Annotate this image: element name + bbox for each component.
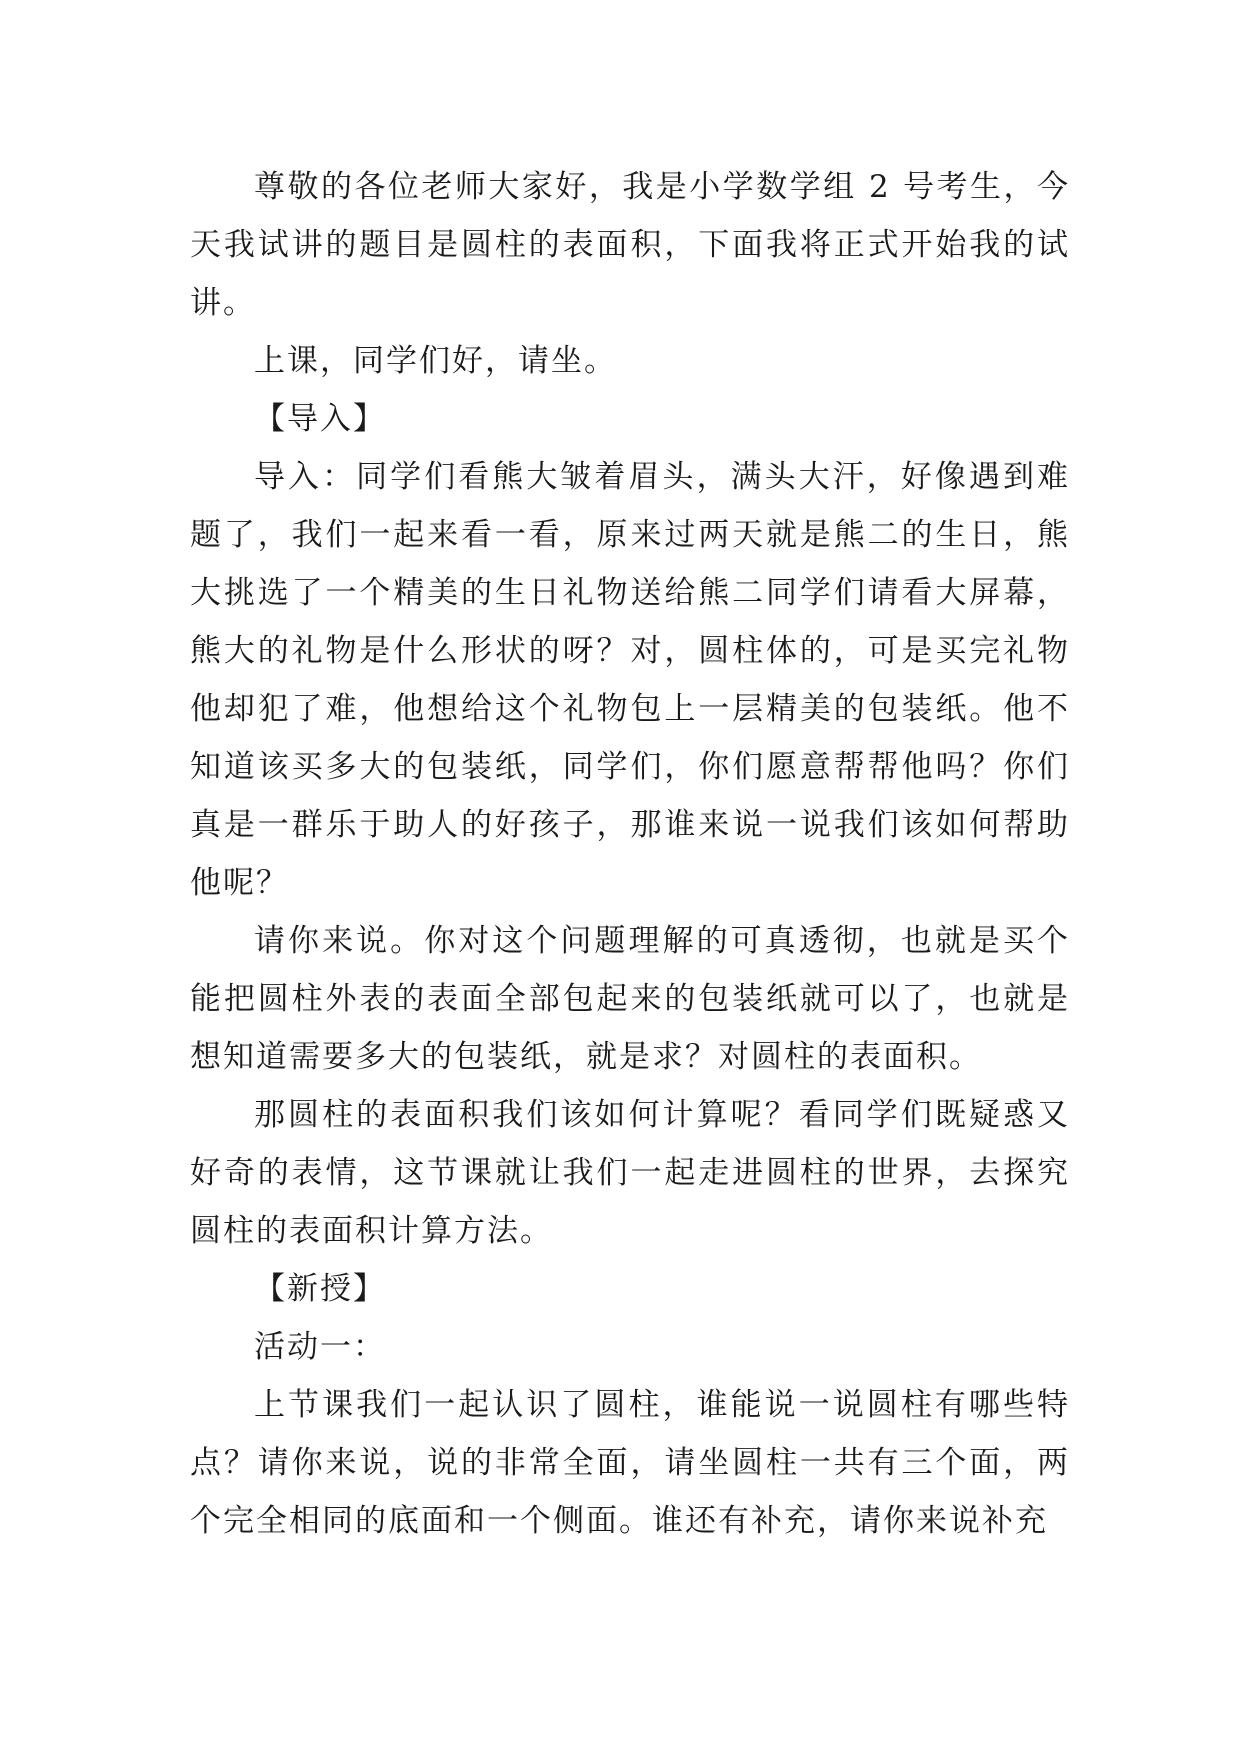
paragraph-activity-label: 活动一： (254, 1329, 386, 1365)
paragraph-answer: 请你来说。你对这个问题理解的可真透彻，也就是买个能把圆柱外表的表面全部包起来的包装纸就可以了，也就是想知道需要多大的包装纸，就是求？对圆柱的表面积。 (190, 923, 1070, 1075)
paragraph-transition: 那圆柱的表面积我们该如何计算呢？看同学们既疑惑又好奇的表情，这节课就让我们一起走进圆柱的世界，去探究圆柱的表面积计算方法。 (190, 1097, 1070, 1249)
paragraph-greeting: 尊敬的各位老师大家好，我是小学数学组 2 号考生，今天我试讲的题目是圆柱的表面积，下面我将正式开始我的试讲。 (190, 169, 1070, 321)
paragraph-class-start: 上课，同学们好，请坐。 (254, 343, 617, 379)
section-heading-intro: 【导入】 (254, 401, 386, 437)
document-body (190, 158, 1070, 1550)
paragraph-intro: 导入：同学们看熊大皱着眉头，满头大汗，好像遇到难题了，我们一起来看一看，原来过两天就是熊二的生日，熊大挑选了一个精美的生日礼物送给熊二同学们请看大屏幕，熊大的礼物是什么形状的呀？对，圆柱体的，可是买完礼物他却犯了难，他想给这个礼物包上一层精美的包装纸。他不知道该买多大的包装纸，同学们，你们愿意帮帮他吗？你们真是一群乐于助人的好孩子，那谁来说一说我们该如何帮助他呢？ (190, 459, 1070, 901)
paragraph-activity-one: 上节课我们一起认识了圆柱，谁能说一说圆柱有哪些特点？请你来说，说的非常全面，请坐圆柱一共有三个面，两个完全相同的底面和一个侧面。谁还有补充，请你来说补充 (190, 1387, 1070, 1539)
section-heading-new-lesson: 【新授】 (254, 1271, 386, 1307)
